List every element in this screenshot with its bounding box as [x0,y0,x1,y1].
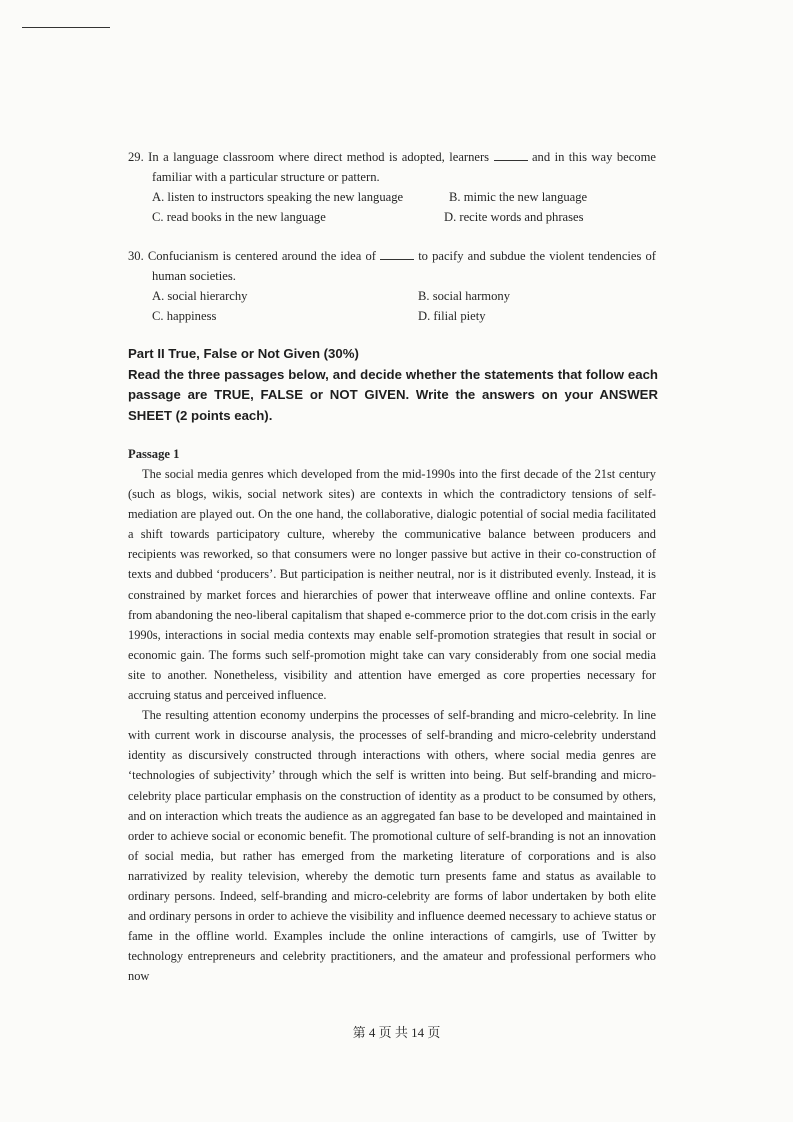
question-30-stem: 30. Confucianism is centered around the idea of to pacify and subdue the violent tendencies of human societies. [128,249,657,283]
option-a: A. social hierarchy [152,289,248,303]
passage-title: Passage 1 [128,447,180,461]
question-30 [128,246,656,326]
option-c: C. read books in the new language [152,210,326,224]
option-b: B. mimic the new language [449,190,588,204]
part-2-instruction: Read the three passages below, and decide whether the statements that follow each passage are TRUE, FALSE or NOT GIVEN. Write the answers on your ANSWER SHEET (2 points each). [128,366,658,423]
question-29 [128,147,656,227]
answer-blank [380,248,414,260]
option-d: D. recite words and phrases [444,210,584,224]
question-29-stem: 29. In a language classroom where direct method is adopted, learners and in this way become familiar with a particular structure or pattern. [128,150,656,184]
passage-1-body [128,464,656,986]
part-2-heading: Part II True, False or Not Given (30%) [128,346,359,361]
part-2-section [128,344,658,426]
answer-blank [494,149,528,161]
option-c: C. happiness [152,309,217,323]
paragraph: The social media genres which developed from the mid-1990s into the first decade of the 21st century (such as blogs, wikis, social network sites) are contexts in which the contradictory tensions of self-mediation are played out. On the one hand, the collaborative, dialogic potential of social media facilitated a shift towards participatory culture, whereby the communicative balance between producers and recipients was reworked, so that consumers were no longer passive but active in their co-construction of texts and dubbed ‘producers’. But participation is neither neutral, nor is it distributed evenly. Instead, it is constrained by market forces and hierarchies of power that interweave offline and online contexts. Far from abandoning the neo-liberal capitalism that shaped e-commerce prior to the dot.com crisis in the early 1990s, interactions in social media contexts may enable self-promotion strategies that result in social or economic gain. The forms such self-promotion might take can vary considerably from one social media site to another. Nonetheless, visibility and attention have emerged as core properties necessary for accruing status and perceived influence. [128,467,656,703]
header-rule [22,27,110,28]
paragraph: The resulting attention economy underpins the processes of self-branding and micro-celebrity. In line with current work in discourse analysis, the processes of self-branding and micro-celebrity understand identity as discursively constructed through interactions with others, where social media genres are ‘technologies of subjectivity’ through which the self is written into being. But self-branding and micro-celebrity place particular emphasis on the construction of identity as a product to be consumed by others, and on interaction which treats the audience as an aggregated fan base to be developed and maintained in order to achieve social or economic benefit. The promotional culture of self-branding is not an innovation of social media, but rather has emerged from the marketing literature of corporations and is also narrativized by reality television, whereby the demotic turn presents fame and status as available to ordinary persons. Indeed, self-branding and micro-celebrity are forms of labor undertaken by both elite and ordinary persons in order to achieve the visibility and influence deemed necessary to achieve status or fame in the offline world. Examples include the online interactions of camgirls, use of Twitter by technology entrepreneurs and celebrity practitioners, and the amateur and professional performers who now [128,708,656,984]
option-d: D. filial piety [418,309,486,323]
option-b: B. social harmony [418,289,510,303]
option-a: A. listen to instructors speaking the new language [152,190,404,204]
page-number: 第 4 页 共 14 页 [352,1025,441,1040]
